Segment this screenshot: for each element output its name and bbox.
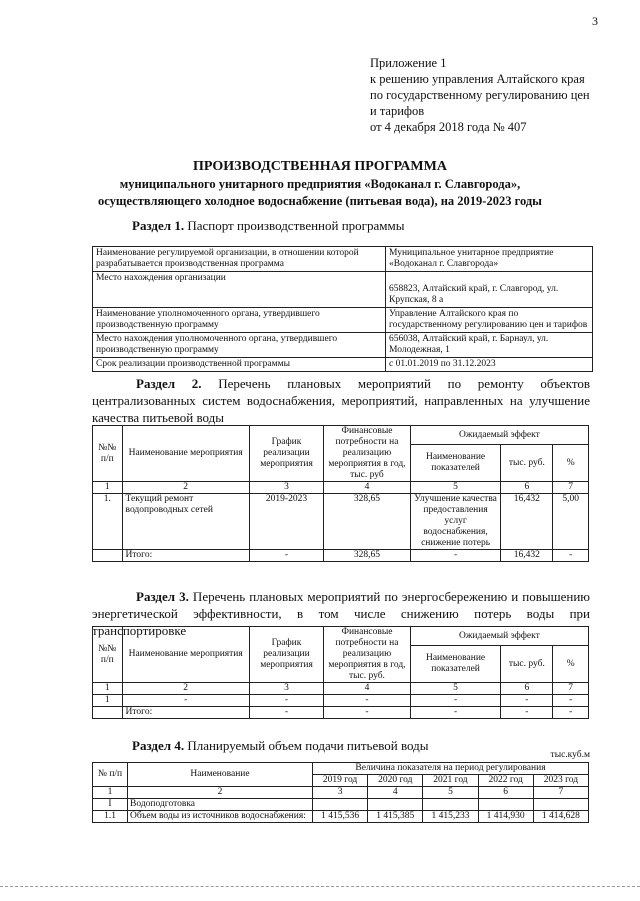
appendix-block [370,55,610,135]
empty-cell [533,799,588,811]
row-num: I [93,799,128,811]
passport-value: с 01.01.2019 по 31.12.2023 [386,358,593,372]
appendix-line: и тарифов [370,104,425,118]
section2-heading [92,375,590,426]
total-indicator: - [410,707,501,719]
col-indicator-header: Наименование показателей [410,445,501,482]
section2-text: Перечень плановых мероприятий по ремонту объектов централизованных систем водоснабжения, мероприятий, направленных на улучшение качества питьевой воды [92,376,590,425]
col-number: 2 [128,787,313,799]
col-num-header: №№ п/п [93,426,123,482]
table-row [93,787,589,799]
page-number: 3 [592,14,598,28]
col-number: 5 [410,683,501,695]
col-number: 3 [313,787,368,799]
row-percent: 5,00 [553,494,589,550]
col-number: 4 [324,683,411,695]
col-schedule-header: График реализации мероприятия [249,426,323,482]
row-value: 1 414,930 [478,811,533,823]
col-number: 1 [93,683,123,695]
title-line: ПРОИЗВОДСТВЕННАЯ ПРОГРАММА [193,159,447,174]
empty-cell [313,799,368,811]
empty-cell [368,799,423,811]
col-num-header: №№ п/п [93,627,123,683]
col-effect-header: Ожидаемый эффект [410,426,588,445]
empty-cell [93,707,123,719]
col-indicator-header: Наименование показателей [410,646,501,683]
total-thousand: 16,432 [501,550,553,562]
row-value: 1 414,628 [533,811,588,823]
appendix-line: по государственному регулированию цен [370,88,590,102]
row-schedule: - [249,695,323,707]
section4-heading [132,737,429,754]
table-row [93,494,589,550]
section2-table [92,425,589,562]
col-percent-header: % [553,445,589,482]
row-name: Объем воды из источников водоснабжения: [128,811,313,823]
table-row [93,333,593,358]
section1-text: Паспорт производственной программы [184,218,405,233]
year-header: 2022 год [478,775,533,787]
row-value: 1 415,233 [423,811,478,823]
table-row [93,358,593,372]
col-num-header: № п/п [93,763,128,787]
row-name: Текущий ремонт водопроводных сетей [122,494,249,550]
row-name: Водоподготовка [128,799,313,811]
section1-heading [132,217,404,234]
col-number: 3 [249,482,323,494]
total-schedule: - [249,550,323,562]
col-number: 3 [249,683,323,695]
row-percent: - [553,695,589,707]
section1-label: Раздел 1. [132,218,185,233]
total-thousand: - [501,707,553,719]
table-row [93,482,589,494]
col-number: 6 [478,787,533,799]
row-value: 1 415,536 [313,811,368,823]
document-title [0,158,640,210]
title-line: муниципального унитарного предприятия «Водоканал г. Славгорода», [119,177,521,191]
empty-cell [478,799,533,811]
col-percent-header: % [553,646,589,683]
col-number: 2 [122,482,249,494]
col-name-header: Наименование мероприятия [122,627,249,683]
col-thousand-header: тыс. руб. [501,646,553,683]
passport-table [92,246,593,372]
section4-table [92,762,589,823]
col-number: 5 [423,787,478,799]
total-finance: 328,65 [324,550,411,562]
row-thousand: - [501,695,553,707]
col-name-header: Наименование [128,763,313,787]
section4-label: Раздел 4. [132,738,185,753]
table-row [93,707,589,719]
col-number: 4 [368,787,423,799]
row-num: 1. [93,494,123,550]
table-header-row [93,426,589,445]
passport-value: 658823, Алтайский край, г. Славгород, ул. Крупская, 8 а [386,272,593,308]
table-row [93,550,589,562]
empty-cell [423,799,478,811]
col-number: 4 [324,482,411,494]
col-number: 6 [501,683,553,695]
year-header: 2020 год [368,775,423,787]
section3-text: Перечень плановых мероприятий по энергосбережению и повышению энергетической эффективности, в том числе снижению потерь воды при транспортировке [92,589,590,638]
row-schedule: 2019-2023 [249,494,323,550]
total-percent: - [553,550,589,562]
col-effect-header: Ожидаемый эффект [410,627,588,646]
appendix-line: к решению управления Алтайского края [370,72,585,86]
col-number: 7 [533,787,588,799]
col-finance-header: Финансовые потребности на реализацию мероприятия в год, тыс. руб. [324,627,411,683]
row-num: 1 [93,695,123,707]
passport-value: Муниципальное унитарное предприятие «Водоканал г. Славгорода» [386,247,593,272]
table-header-row [93,627,589,646]
row-finance: - [324,695,411,707]
title-line: осуществляющего холодное водоснабжение (питьевая вода), на 2019-2023 годы [98,194,542,208]
total-label: Итого: [122,550,249,562]
appendix-line: Приложение 1 [370,56,447,70]
empty-cell [93,550,123,562]
year-header: 2021 год [423,775,478,787]
section4-text: Планируемый объем подачи питьевой воды [184,738,429,753]
total-finance: - [324,707,411,719]
col-number: 7 [553,482,589,494]
total-schedule: - [249,707,323,719]
year-header: 2023 год [533,775,588,787]
row-indicator: Улучшение качества предоставления услуг водоснабжения, снижение потерь [410,494,501,550]
col-number: 6 [501,482,553,494]
row-name: - [122,695,249,707]
col-number: 2 [122,683,249,695]
total-indicator: - [410,550,501,562]
row-indicator: - [410,695,501,707]
page-divider [0,886,640,887]
table-header-row [93,763,589,775]
table-row [93,811,589,823]
total-label: Итого: [122,707,249,719]
row-num: 1.1 [93,811,128,823]
col-number: 1 [93,482,123,494]
total-percent: - [553,707,589,719]
passport-value: 656038, Алтайский край, г. Барнаул, ул. Молодежная, 1 [386,333,593,358]
col-schedule-header: График реализации мероприятия [249,627,323,683]
row-thousand: 16,432 [501,494,553,550]
section2-label: Раздел 2. [136,376,202,391]
passport-key: Место нахождения организации [93,272,386,308]
table-row [93,695,589,707]
year-header: 2019 год [313,775,368,787]
passport-value: Управление Алтайского края по государственному регулированию цен и тарифов [386,308,593,333]
col-thousand-header: тыс. руб. [501,445,553,482]
passport-key: Наименование уполномоченного органа, утвердившего производственную программу [93,308,386,333]
passport-key: Место нахождения уполномоченного органа, утвердившего производственную программу [93,333,386,358]
col-name-header: Наименование мероприятия [122,426,249,482]
col-number: 1 [93,787,128,799]
section3-table [92,626,589,719]
table-row [93,683,589,695]
col-period-header: Величина показателя на период регулирования [313,763,589,775]
appendix-line: от 4 декабря 2018 года № 407 [370,120,527,134]
row-value: 1 415,385 [368,811,423,823]
row-finance: 328,65 [324,494,411,550]
table-row [93,799,589,811]
col-number: 5 [410,482,501,494]
col-number: 7 [553,683,589,695]
passport-key: Наименование регулируемой организации, в отношении которой разрабатывается производственная программа [93,247,386,272]
unit-label: тыс.куб.м [550,750,590,760]
col-finance-header: Финансовые потребности на реализацию мероприятия в год, тыс. руб [324,426,411,482]
table-row [93,247,593,272]
section3-label: Раздел 3. [136,589,189,604]
passport-key: Срок реализации производственной программы [93,358,386,372]
table-row [93,272,593,308]
table-row [93,308,593,333]
